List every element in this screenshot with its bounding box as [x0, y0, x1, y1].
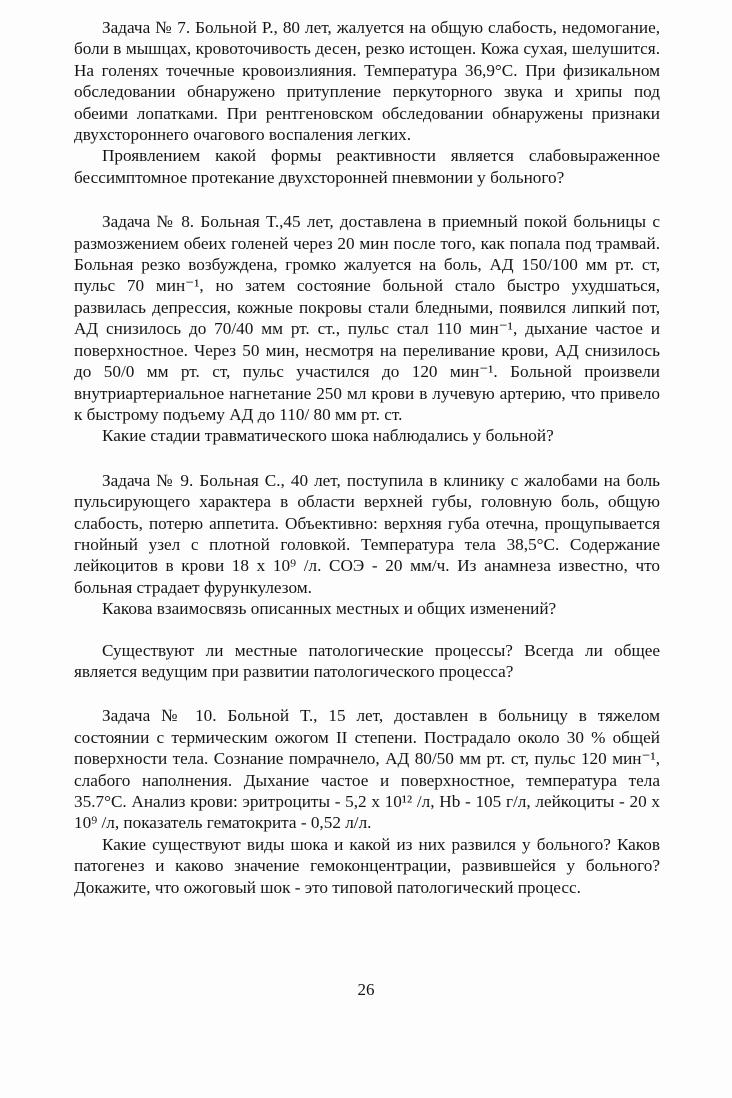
task-9-question: Какова взаимосвязь описанных местных и общих изменений? — [102, 599, 557, 619]
text-column — [74, 17, 660, 921]
task-8-body: Задача № 8. Больная Т.,45 лет, доставлена в приемный покой больницы с размозжением обеих голеней через 20 мин после того, как попала под трамвай. Больная резко возбуждена, громко жалуется на боль, АД 150/100 мм рт. ст, пульс 70 мин⁻¹, но затем состояние больной стало быстро ухудшаться, развилась депрессия, кожные покровы стали бледными, появился липкий пот, АД снизилось до 70/40 мм рт. ст., пульс стал 110 мин⁻¹, дыхание частое и поверхностное. Через 50 мин, несмотря на переливание крови, АД снизилось до 50/0 мм рт. ст, пульс участился до 120 мин⁻¹. Больной произвели внутриартериальное нагнетание 250 мл крови в лучевую артерию, что привело к быстрому подъему АД до 110/ 80 мм рт. ст. — [74, 212, 660, 424]
task-9-question-2: Существуют ли местные патологические процессы? Всегда ли общее является ведущим при развитии патологического процесса? — [74, 640, 660, 681]
task-8 — [74, 211, 660, 446]
task-7-body: Задача № 7. Больной Р., 80 лет, жалуется на общую слабость, недомогание, боли в мышцах, кровоточивость десен, резко истощен. Кожа сухая, шелушится. На голенях точечные кровоизлияния. Температура 36,9°С. При физикальном обследовании обнаружено притупление перкуторного звука и хрипы под обеими лопатками. При рентгеновском обследовании обнаружены признаки двухстороннего очагового воспаления легких. — [74, 18, 660, 145]
task-7 — [74, 17, 660, 188]
task-7-question: Проявлением какой формы реактивности является слабовыраженное бессимптомное протекание двухсторонней пневмонии у больного? — [74, 146, 660, 187]
task-10-body: Задача № 10. Больной Т., 15 лет, доставлен в больницу в тяжелом состоянии с термическим ожогом II степени. Пострадало около 30 % общей поверхности тела. Сознание помрачнело, АД 80/50 мм рт. ст, пульс 120 мин⁻¹, слабого наполнения. Дыхание частое и поверхностное, температура тела 35.7°С. Анализ крови: эритроциты - 5,2 х 10¹² /л, Hb - 105 г/л, лейкоциты - 20 х 10⁹ /л, показатель гематокрита - 0,52 л/л. — [74, 706, 660, 833]
task-10-question: Какие существуют виды шока и какой из них развился у больного? Каков патогенез и каково значение гемоконцентрации, развившейся у больного? Докажите, что ожоговый шок - это типовой патологический процесс. — [74, 834, 660, 897]
task-9-extra — [74, 640, 660, 683]
task-10 — [74, 705, 660, 898]
task-9-body: Задача № 9. Больная С., 40 лет, поступила в клинику с жалобами на боль пульсирующего характера в области верхней губы, головную боль, общую слабость, потерю аппетита. Объективно: верхняя губа отечна, прощупывается гнойный узел с плотной головкой. Температура тела 38,5°С. Содержание лейкоцитов в крови 18 х 10⁹ /л. СОЭ - 20 мм/ч. Из анамнеза известно, что больная страдает фурункулезом. — [74, 470, 660, 597]
page-number: 26 — [357, 980, 375, 999]
task-8-question: Какие стадии травматического шока наблюдались у больной? — [102, 426, 554, 446]
task-9 — [74, 470, 660, 620]
